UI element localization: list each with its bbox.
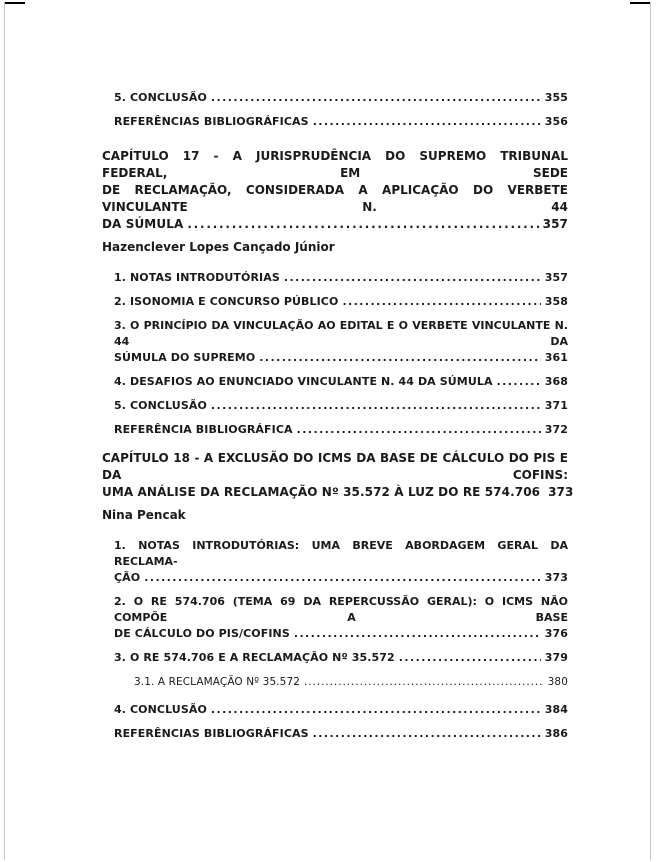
toc-entry[interactable] [114, 270, 568, 286]
toc-entry-label: 3.1. A RECLAMAÇÃO Nº 35.572 [134, 676, 300, 688]
chapter-title-line: CAPÍTULO 17 - A JURISPRUDÊNCIA DO SUPREMO TRIBUNAL FEDERAL, EM SEDE [102, 149, 568, 180]
toc-entry-page: 355 [544, 91, 568, 104]
toc-entry-label-line1: 2. O RE 574.706 (TEMA 69 DA REPERCUSSÃO GERAL): O ICMS NÃO COMPÕE A BASE [114, 595, 568, 624]
chapter-author: Hazenclever Lopes Cançado Júnior [102, 240, 335, 254]
toc-entry-label: REFERÊNCIA BIBLIOGRÁFICA [114, 423, 293, 436]
dot-leader [399, 650, 541, 666]
toc-entry-label: 5. CONCLUSÃO [114, 399, 207, 412]
toc-entry[interactable] [114, 374, 568, 390]
dot-leader [211, 90, 541, 106]
toc-entry-page: 361 [544, 351, 568, 364]
document-page [4, 2, 651, 860]
toc-entry-page: 384 [544, 703, 568, 716]
toc-entry-label: 4. CONCLUSÃO [114, 703, 207, 716]
chapter-17-heading[interactable] [102, 148, 568, 233]
toc-entry-label-line1: 3. O PRINCÍPIO DA VINCULAÇÃO AO EDITAL E O VERBETE VINCULANTE N. 44 DA [114, 319, 568, 348]
toc-entry[interactable] [114, 594, 568, 642]
toc-entry-page: 380 [547, 676, 568, 688]
toc-entry[interactable] [114, 702, 568, 718]
toc-entry-page: 386 [544, 727, 568, 740]
dot-leader [313, 726, 541, 742]
dot-leader [187, 216, 538, 233]
dot-leader [497, 374, 541, 390]
toc-entry[interactable] [114, 422, 568, 438]
chapter-title-line: UMA ANÁLISE DA RECLAMAÇÃO Nº 35.572 À LUZ DO RE 574.706 [102, 485, 541, 499]
dot-leader [211, 702, 541, 718]
toc-entry-page: 358 [544, 295, 568, 308]
crop-mark-right [630, 2, 650, 4]
toc-entry-label: ÇÃO [114, 571, 141, 584]
toc-subentry[interactable] [134, 674, 568, 690]
toc-entry[interactable] [114, 398, 568, 414]
dot-leader [294, 626, 541, 642]
toc-entry-page: 379 [544, 651, 568, 664]
dot-leader [259, 350, 540, 366]
toc-entry-label: DE CÁLCULO DO PIS/COFINS [114, 627, 290, 640]
chapter-page: 373 [548, 485, 574, 499]
toc-entry-label-line1: 1. NOTAS INTRODUTÓRIAS: UMA BREVE ABORDAGEM GERAL DA RECLAMA- [114, 539, 568, 568]
chapter-title-line: DE RECLAMAÇÃO, CONSIDERADA A APLICAÇÃO DO VERBETE VINCULANTE N. 44 [102, 183, 568, 214]
dot-leader [342, 294, 540, 310]
toc-entry[interactable] [114, 318, 568, 366]
toc-entry-page: 372 [544, 423, 568, 436]
toc-entry[interactable] [114, 650, 568, 666]
toc-entry-label: 2. ISONOMIA E CONCURSO PÚBLICO [114, 295, 339, 308]
toc-entry-label: SÚMULA DO SUPREMO [114, 351, 256, 364]
toc-entry-page: 371 [544, 399, 568, 412]
dot-leader [144, 570, 540, 586]
toc-entry-label: 3. O RE 574.706 E A RECLAMAÇÃO Nº 35.572 [114, 651, 395, 664]
toc-entry-label: REFERÊNCIAS BIBLIOGRÁFICAS [114, 727, 309, 740]
toc-entry[interactable] [114, 90, 568, 106]
toc-entry-page: 357 [544, 271, 568, 284]
toc-entry-page: 356 [544, 115, 568, 128]
chapter-18-heading[interactable] [102, 450, 574, 501]
toc-entry[interactable] [114, 538, 568, 586]
toc-entry-label: 1. NOTAS INTRODUTÓRIAS [114, 271, 280, 284]
toc-entry-label: 5. CONCLUSÃO [114, 91, 207, 104]
dot-leader [304, 674, 544, 690]
toc-entry[interactable] [114, 726, 568, 742]
table-of-contents [102, 90, 574, 750]
toc-entry[interactable] [114, 114, 568, 130]
chapter-page: 357 [542, 217, 568, 231]
toc-entry-label: REFERÊNCIAS BIBLIOGRÁFICAS [114, 115, 309, 128]
dot-leader [297, 422, 541, 438]
dot-leader [211, 398, 541, 414]
chapter-title-line: DA SÚMULA [102, 217, 184, 231]
dot-leader [284, 270, 541, 286]
chapter-title-line: CAPÍTULO 18 - A EXCLUSÃO DO ICMS DA BASE DE CÁLCULO DO PIS E DA COFINS: [102, 451, 568, 482]
dot-leader [313, 114, 541, 130]
toc-entry-page: 368 [544, 375, 568, 388]
crop-mark-left [5, 2, 25, 4]
toc-entry-label: 4. DESAFIOS AO ENUNCIADO VINCULANTE N. 44 DA SÚMULA [114, 375, 493, 388]
chapter-author: Nina Pencak [102, 508, 186, 522]
toc-entry[interactable] [114, 294, 568, 310]
toc-entry-page: 373 [544, 571, 568, 584]
toc-entry-page: 376 [544, 627, 568, 640]
